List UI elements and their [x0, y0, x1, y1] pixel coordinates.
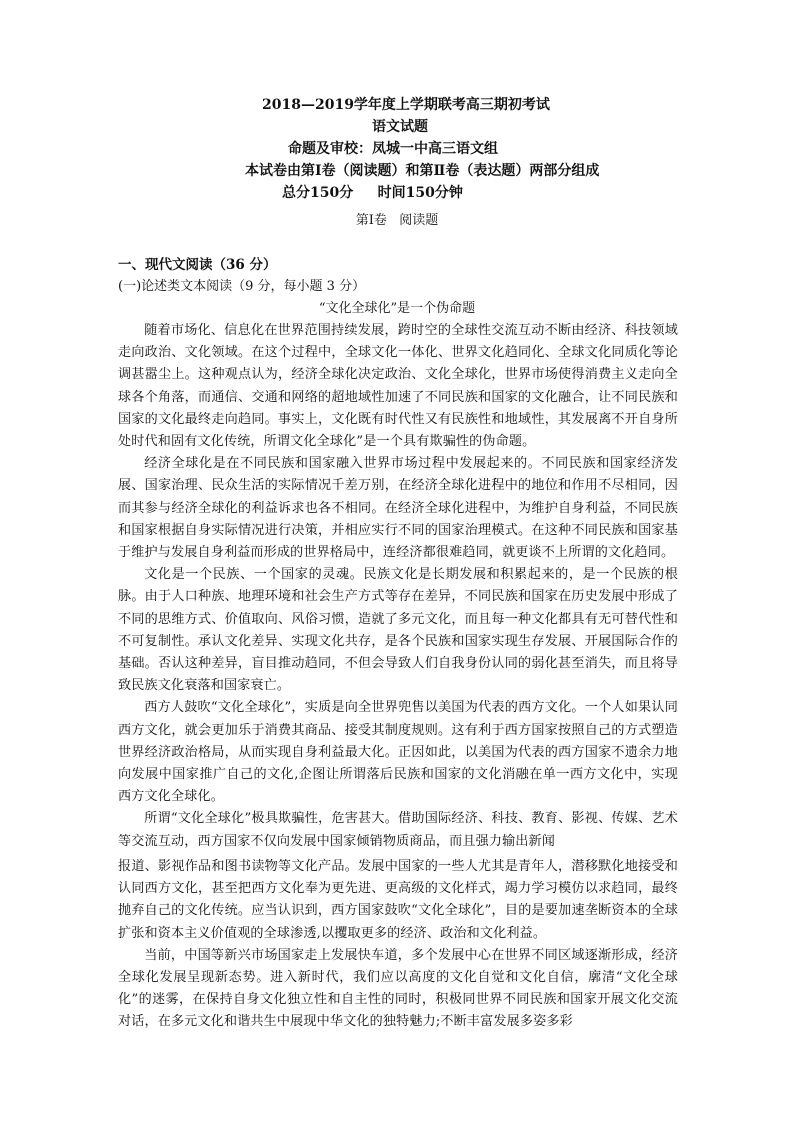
paragraph: 西方人鼓吹“文化全球化”，实质是向全世界兜售以美国为代表的西方文化。一个人如果认同西方文化，就会更加乐于消费其商品、接受其制度规则。这有利于西方国家按照自己的方式塑造世界经济政治格局，从而实现自身利益最大化。正因如此，以美国为代表的西方国家不遗余力地向发展中国家推广自己的文化,企图让所谓落后民族和国家的文化消融在单一西方文化中，实现西方文化全球化。	[118, 700, 678, 805]
paragraph: 所谓“文化全球化”极具欺骗性，危害甚大。借助国际经济、科技、教育、影视、传媒、艺术等交流互动，西方国家不仅向发展中国家倾销物质商品，而且强力输出新闻	[118, 811, 678, 849]
section-heading: 一、现代文阅读（36 分）	[118, 257, 277, 273]
article-body-upper	[118, 320, 678, 853]
sub-section-heading: (一)论述类文本阅读（9 分，每小题 3 分）	[118, 279, 366, 294]
paragraph: 文化是一个民族、一个国家的灵魂。民族文化是长期发展和积累起来的，是一个民族的根脉。由于人口种族、地理环境和社会生产方式等存在差异，不同民族和国家在历史发展中形成了不同的思维方式、价值取向、风俗习惯，造就了多元文化，而且每一种文化都具有无可替代性和不可复制性。承认文化差异、实现文化共存，是各个民族和国家实现生存发展、开展国际合作的基础。否认这种差异，盲目推动趋同，不但会导致人们自我身份认同的弱化甚至消失，而且将导致民族文化衰落和国家衰亡。	[118, 567, 678, 694]
paragraph: 当前，中国等新兴市场国家走上发展快车道，多个发展中心在世界不同区域逐渐形成，经济全球化发展呈现新态势。进入新时代，我们应以高度的文化自觉和文化自信，廓清“文化全球化”的迷雾，在保持自身文化独立性和自主性的同时，积极同世界不同民族和国家开展文化交流对话，在多元文化和谐共生中展现中华文化的独特魅力;不断丰富发展多姿多彩	[118, 947, 678, 1030]
exam-authors: 命题及审校：凤城一中高三语文组	[288, 141, 498, 157]
article-title: “文化全球化”是一个伪命题	[318, 301, 476, 316]
paragraph-continued: 报道、影视作品和图书读物等文化产品。发展中国家的一些人尤其是青年人，潜移默化地接受和认同西方文化，甚至把西方文化奉为更先进、更高级的文化样式，竭力学习模仿以求趋同，最终抛弃自己的文化传统。应当认识到，西方国家鼓吹“文化全球化”，目的是要加速垄断资本的全球扩张和资本主义价值观的全球渗透,以攫取更多的经济、政治和文化利益。	[118, 859, 678, 941]
part-title: 第Ⅰ卷 阅读题	[355, 213, 439, 228]
paragraph: 经济全球化是在不同民族和国家融入世界市场过程中发展起来的。不同民族和国家经济发展、国家治理、民众生活的实际情况千差万别，在经济全球化进程中的地位和作用不尽相同，因而其参与经济全球化的利益诉求也各不相同。在经济全球化进程中，为维护自身利益，不同民族和国家根据自身实际情况进行决策，并相应实行不同的国家治理模式。在这种不同民族和国家基于维护与发展自身利益而形成的世界格局中，连经济都很难趋同，就更谈不上所谓的文化趋同。	[118, 456, 678, 561]
exam-score-time: 总分150分 时间150分钟	[282, 185, 463, 201]
article-body-lower	[118, 856, 678, 1034]
paragraph: 随着市场化、信息化在世界范围持续发展，跨时空的全球性交流互动不断由经济、科技领域走向政治、文化领域。在这个过程中，全球文化一体化、世界文化趋同化、全球文化同质化等论调甚嚣尘上。这种观点认为，经济全球化决定政治、文化全球化，世界市场使得消费主义走向全球各个角落，而通信、交通和网络的超地域性加速了不同民族和国家的文化融合，让不同民族和国家的文化最终走向趋同。事实上，文化既有时代性又有民族性和地域性，其发展离不开自身所处时代和固有文化传统，所谓文化全球化”是一个具有欺骗性的伪命题。	[118, 323, 678, 450]
exam-subject: 语文试题	[372, 119, 428, 135]
exam-title: 2018—2019学年度上学期联考高三期初考试	[262, 97, 550, 113]
exam-structure: 本试卷由第Ⅰ卷（阅读题）和第Ⅱ卷（表达题）两部分组成	[245, 163, 600, 179]
